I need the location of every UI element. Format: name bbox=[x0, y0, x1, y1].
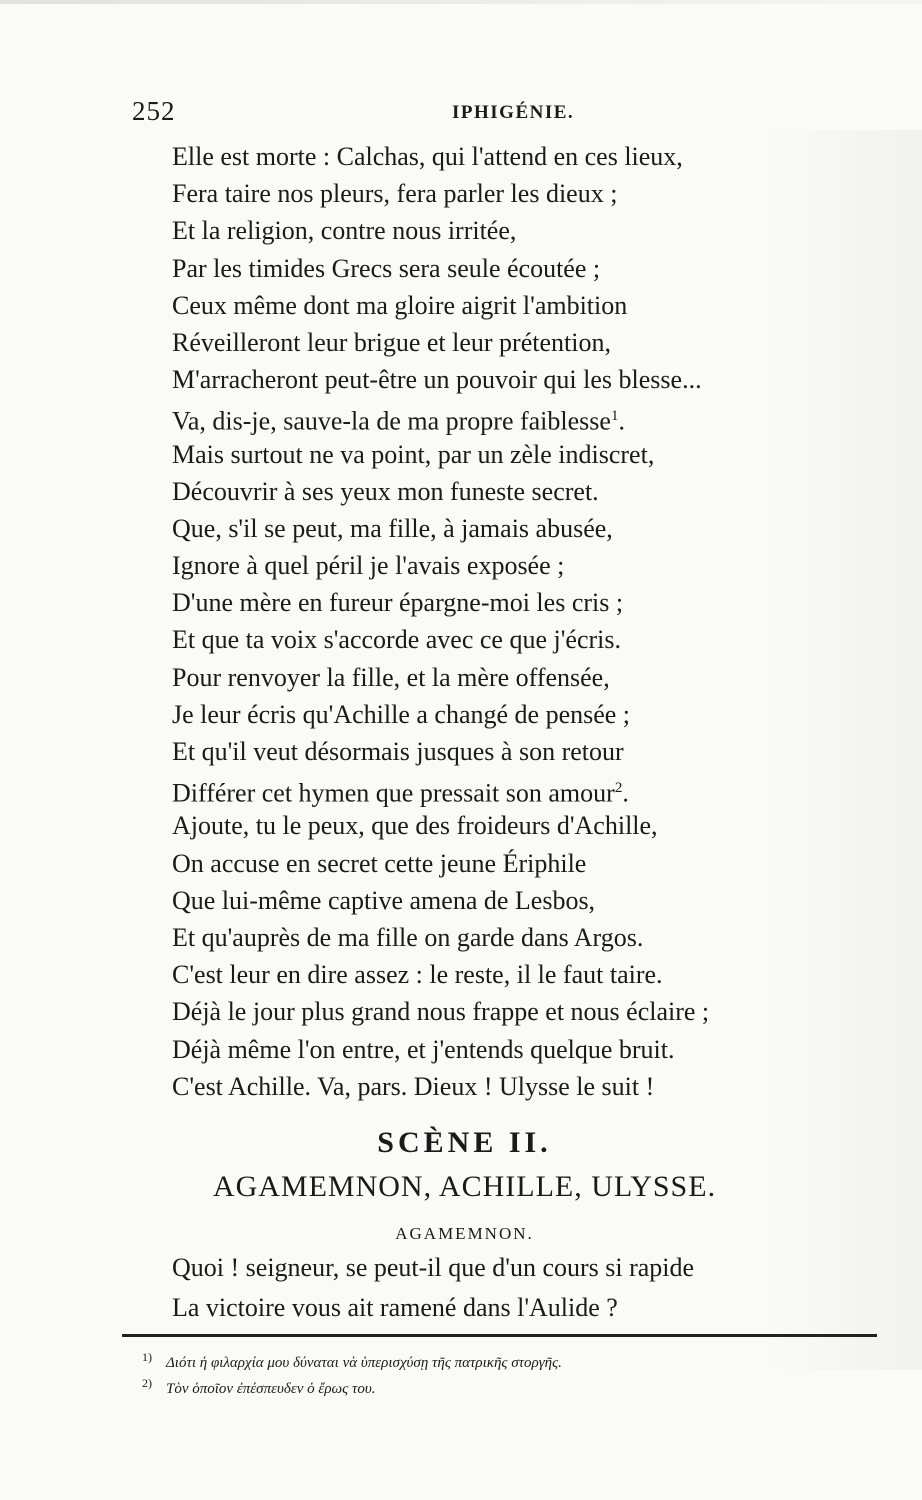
footnote bbox=[142, 1344, 862, 1370]
verse-punct: . bbox=[618, 406, 625, 436]
verse-line: Fera taire nos pleurs, fera parler les dieux ; bbox=[172, 179, 618, 209]
running-head: IPHIGÉNIE. bbox=[452, 102, 575, 123]
page-header bbox=[132, 96, 772, 130]
verse-line: Et qu'il veut désormais jusques à son retour bbox=[172, 737, 624, 766]
footnote-text: Διότι ἡ φιλαρχία μου δύναται νὰ ὑπερισχύσῃ τῆς πατρικῆς στοργῆς. bbox=[166, 1355, 562, 1371]
verse-line: Déjà même l'on entre, et j'entends quelque bruit. bbox=[172, 1034, 675, 1064]
footnotes bbox=[142, 1344, 862, 1396]
footnote-ref[interactable]: 2 bbox=[614, 780, 623, 797]
verse-line: Ajoute, tu le peux, que des froideurs d'Achille, bbox=[172, 811, 658, 841]
verse-line bbox=[172, 770, 812, 807]
footnote-ref[interactable]: 1 bbox=[610, 408, 619, 425]
verse-line: C'est leur en dire assez : le reste, il le faut taire. bbox=[172, 960, 663, 990]
footnote-mark: 1) bbox=[142, 1350, 152, 1364]
verse-line: Pour renvoyer la fille, et la mère offensée, bbox=[172, 662, 610, 692]
verse-line: Déjà le jour plus grand nous frappe et nous éclaire ; bbox=[172, 997, 710, 1027]
verse-punct: . bbox=[622, 778, 629, 808]
verse-line: Que lui-même captive amena de Lesbos, bbox=[172, 885, 596, 915]
verse-text: Va, dis-je, sauve-la de ma propre faiblesse bbox=[172, 406, 611, 436]
verse-line: Que, s'il se peut, ma fille, à jamais abusée, bbox=[172, 513, 613, 543]
verse-line: Découvrir à ses yeux mon funeste secret. bbox=[172, 476, 599, 506]
footnote bbox=[142, 1370, 862, 1396]
speaker-name: AGAMEMNON. bbox=[395, 1224, 534, 1243]
verse-line: C'est Achille. Va, pars. Dieux ! Ulysse le suit ! bbox=[172, 1071, 655, 1101]
dialogue-block bbox=[172, 1248, 852, 1328]
verse-line: Et la religion, contre nous irritée, bbox=[172, 216, 517, 246]
verse-line: Elle est morte : Calchas, qui l'attend en ces lieux, bbox=[172, 142, 683, 171]
verse-line: On accuse en secret cette jeune Ériphile bbox=[172, 848, 587, 878]
footnote-text: Τὸν ὁποῖον ἐπέσπευδεν ὁ ἔρως του. bbox=[166, 1381, 376, 1397]
scene-title: SCÈNE II. bbox=[377, 1126, 552, 1159]
verse-line: D'une mère en fureur épargne-moi les cris ; bbox=[172, 588, 624, 618]
footnote-divider bbox=[122, 1334, 877, 1337]
page-number: 252 bbox=[132, 96, 176, 126]
verse-line: Ignore à quel péril je l'avais exposée ; bbox=[172, 551, 565, 581]
verse-block bbox=[172, 138, 812, 1105]
verse-line: Quoi ! seigneur, se peut-il que d'un cours si rapide bbox=[172, 1253, 695, 1282]
verse-line: Et qu'auprès de ma fille on garde dans Argos. bbox=[172, 922, 644, 952]
verse-line: Mais surtout ne va point, par un zèle indiscret, bbox=[172, 439, 655, 469]
verse-text: Différer cet hymen que pressait son amour bbox=[172, 778, 615, 808]
verse-line: Et que ta voix s'accorde avec ce que j'écris. bbox=[172, 625, 621, 655]
verse-line: Réveilleront leur brigue et leur prétention, bbox=[172, 327, 611, 357]
verse-line bbox=[172, 398, 812, 435]
verse-line: La victoire vous ait ramené dans l'Aulide ? bbox=[172, 1293, 618, 1322]
top-edge-shadow bbox=[0, 0, 922, 4]
footnote-mark: 2) bbox=[142, 1376, 152, 1390]
verse-line: Je leur écris qu'Achille a changé de pensée ; bbox=[172, 699, 631, 729]
scene-characters: AGAMEMNON, ACHILLE, ULYSSE. bbox=[212, 1170, 717, 1203]
verse-line: M'arracheront peut-être un pouvoir qui les blesse... bbox=[172, 365, 702, 395]
verse-line: Ceux même dont ma gloire aigrit l'ambition bbox=[172, 290, 628, 320]
verse-line: Par les timides Grecs sera seule écoutée ; bbox=[172, 253, 601, 283]
